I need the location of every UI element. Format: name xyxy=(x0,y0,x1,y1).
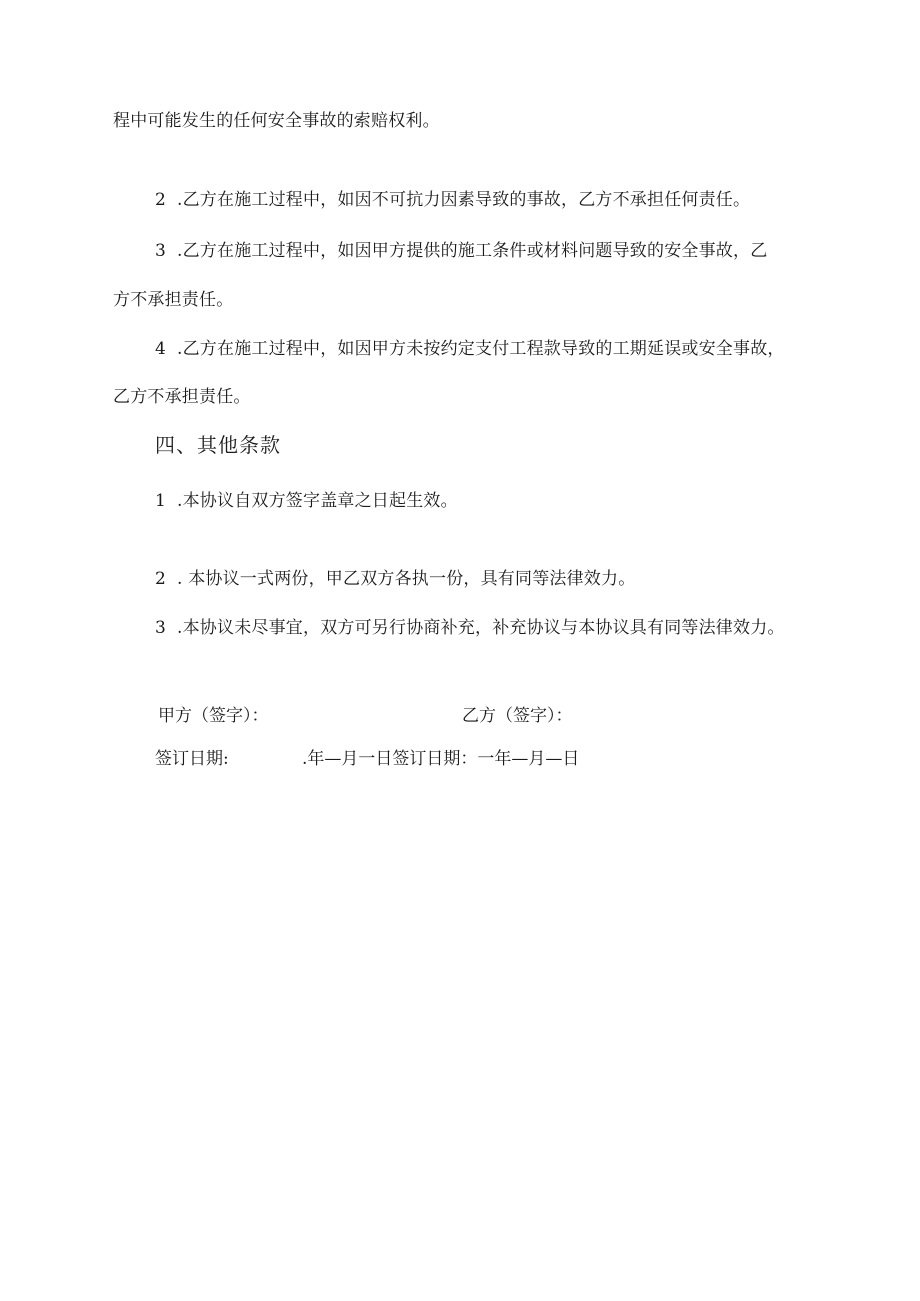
item-number: 4 xyxy=(155,339,167,359)
list-item xyxy=(155,189,750,211)
list-item xyxy=(155,338,785,360)
party-a-signature-label: 甲方（签字）： xyxy=(158,706,269,726)
item-number: 2 xyxy=(155,190,167,210)
item-text-continuation: 乙方不承担责任。 xyxy=(113,387,251,407)
item-text: .乙方在施工过程中，如因甲方未按约定支付工程款导致的工期延误或安全事故， xyxy=(177,339,785,359)
list-item xyxy=(155,617,785,639)
sign-date-fields: .年—月一日签订日期：一年—月—日 xyxy=(302,749,580,769)
item-text: .乙方在施工过程中，如因甲方提供的施工条件或材料问题导致的安全事故，乙 xyxy=(177,241,768,261)
item-text: .本协议未尽事宜，双方可另行协商补充，补充协议与本协议具有同等法律效力。 xyxy=(177,618,785,638)
item-number: 1 xyxy=(155,491,167,511)
item-text: .本协议自双方签字盖章之日起生效。 xyxy=(177,491,458,511)
list-item xyxy=(155,490,458,512)
item-text-continuation: 方不承担责任。 xyxy=(113,290,234,310)
item-number: 2 xyxy=(155,569,167,589)
party-b-signature-label: 乙方（签字）： xyxy=(462,706,573,726)
section-heading: 四、其他条款 xyxy=(155,433,281,457)
item-text: . 本协议一式两份，甲乙双方各执一份，具有同等法律效力。 xyxy=(177,569,636,589)
item-number: 3 xyxy=(155,241,167,261)
paragraph-continuation: 程中可能发生的任何安全事故的索赔权利。 xyxy=(113,111,440,131)
sign-date-label: 签订日期: xyxy=(155,749,229,769)
list-item xyxy=(155,568,635,590)
item-text: .乙方在施工过程中，如因不可抗力因素导致的事故，乙方不承担任何责任。 xyxy=(177,190,751,210)
list-item xyxy=(155,240,767,262)
item-number: 3 xyxy=(155,618,167,638)
